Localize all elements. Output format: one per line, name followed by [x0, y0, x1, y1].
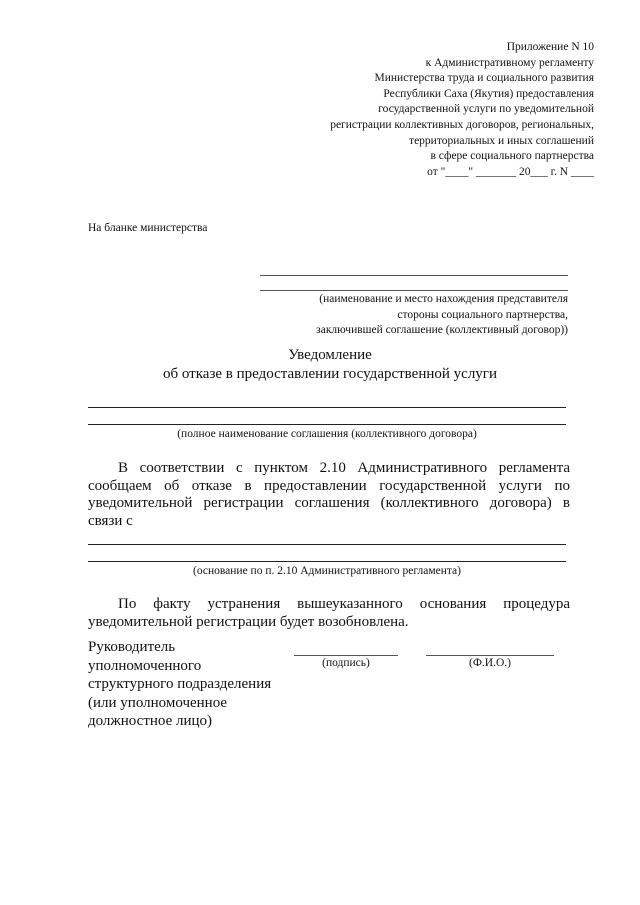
recipient-caption	[248, 292, 568, 339]
name-fill-line	[426, 655, 554, 656]
appendix-header	[234, 40, 594, 180]
appendix-line: Республики Саха (Якутия) предоставления	[383, 87, 594, 100]
resumption-paragraph: По факту устранения вышеуказанного основания процедура уведомительной регистрации будет возобновлена.	[88, 596, 570, 630]
agreement-fill-line	[88, 424, 566, 425]
signatory-line: Руководитель	[88, 639, 176, 655]
appendix-line: государственной услуги по уведомительной	[378, 103, 594, 116]
signatory-title	[88, 638, 288, 731]
signatory-line: должностное лицо)	[88, 713, 213, 729]
letterhead-note: На бланке министерства	[88, 222, 208, 234]
recipient-fill-line	[260, 290, 568, 291]
recipient-caption-line: стороны социального партнерства,	[397, 308, 568, 321]
appendix-line: в сфере социального партнерства	[430, 150, 594, 163]
recipient-caption-line: заключившей соглашение (коллективный договор))	[316, 324, 568, 337]
recipient-caption-line: (наименование и место нахождения представителя	[319, 293, 568, 305]
appendix-line: к Административному регламенту	[425, 56, 594, 69]
appendix-line: территориальных и иных соглашений	[409, 134, 594, 147]
recipient-fill-line	[260, 275, 568, 276]
name-caption: (Ф.И.О.)	[469, 657, 511, 669]
signatory-line: структурного подразделения	[88, 676, 272, 692]
appendix-line: регистрации коллективных договоров, региональных,	[330, 118, 594, 131]
document-title: Уведомление	[288, 347, 372, 363]
reason-fill-line	[88, 561, 566, 562]
reason-caption: (основание по п. 2.10 Административного регламента)	[193, 565, 461, 577]
agreement-caption: (полное наименование соглашения (коллективного договора)	[177, 428, 477, 440]
signatory-line: (или уполномоченное	[88, 694, 228, 711]
appendix-line: от "____" _______ 20___ г. N ____	[427, 165, 594, 178]
refusal-paragraph: В соответствии с пунктом 2.10 Административного регламента сообщаем об отказе в предоставлении государственной услуги по уведомительной регистрации соглашения (коллективного договора) в связи с	[88, 460, 570, 529]
signatory-line: уполномоченного	[88, 657, 202, 674]
agreement-fill-line	[88, 407, 566, 408]
appendix-line: Приложение N 10	[506, 41, 594, 53]
document-subtitle: об отказе в предоставлении государственной услуги	[162, 366, 497, 382]
appendix-line: Министерства труда и социального развития	[374, 72, 594, 85]
signature-caption: (подпись)	[322, 657, 370, 669]
signature-fill-line	[294, 655, 398, 656]
reason-fill-line	[88, 544, 566, 545]
